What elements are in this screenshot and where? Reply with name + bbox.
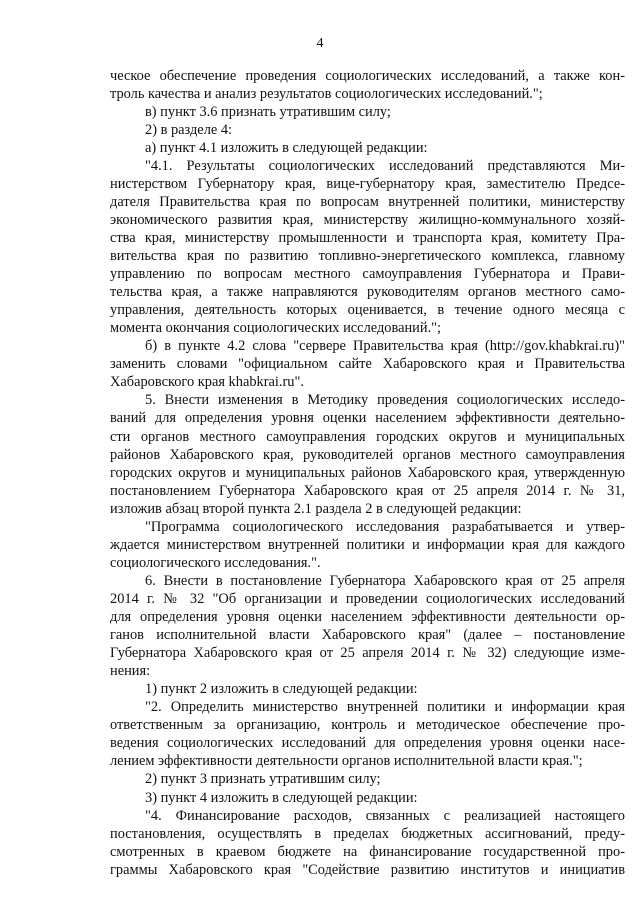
text-line: ства края, министерству промышленности и транспорта края, комитету Пра- bbox=[110, 229, 625, 246]
text-line: в) пункт 3.6 признать утратившим силу; bbox=[145, 103, 391, 120]
text-line: нения: bbox=[110, 663, 151, 680]
text-line: 3) пункт 4 изложить в следующей редакции: bbox=[145, 789, 418, 806]
text-line: тельства края, а также направляются руководителям органов местного само- bbox=[110, 284, 625, 301]
text-line: управления, деятельность которых оценивается, в течение одного месяца с bbox=[110, 302, 625, 319]
text-line: 2014 г. № 32 "Об организации и проведении социологических исследований bbox=[110, 590, 625, 607]
text-line: 2) пункт 3 признать утратившим силу; bbox=[145, 771, 381, 788]
text-line: "4.1. Результаты социологических исследований представляются Ми- bbox=[145, 157, 625, 174]
text-line: б) в пункте 4.2 слова "сервере Правительства края (http://gov.khabkrai.ru)" bbox=[145, 338, 625, 355]
text-line: а) пункт 4.1 изложить в следующей редакции: bbox=[145, 139, 428, 156]
page-number: 4 bbox=[316, 36, 324, 51]
text-line: экономического развития края, министерству жилищно-коммунального хозяй- bbox=[110, 211, 625, 228]
text-line: заменить словами "официальном сайте Хабаровского края и Правительства bbox=[110, 356, 625, 373]
text-line: городских округов и муниципальных районов Хабаровского края, утвержденную bbox=[110, 464, 625, 481]
text-line: сти органов местного самоуправления городских округов и муниципальных bbox=[110, 428, 625, 445]
text-line: троль качества и анализ результатов социологических исследований."; bbox=[110, 85, 543, 102]
text-line: районов Хабаровского края, руководителей органов местного самоуправления bbox=[110, 446, 625, 463]
text-line: ганов исполнительной власти Хабаровского края" (далее – постановление bbox=[110, 627, 625, 644]
text-line: изложив абзац второй пункта 2.1 раздела 2 в следующей редакции: bbox=[110, 500, 522, 517]
text-line: 1) пункт 2 изложить в следующей редакции: bbox=[145, 681, 418, 698]
text-line: постановлением Губернатора Хабаровского края от 25 апреля 2014 г. № 31, bbox=[110, 482, 625, 499]
text-line: Губернатора Хабаровского края от 25 апреля 2014 г. № 32) следующие изме- bbox=[110, 645, 625, 662]
text-line: ответственным за организацию, контроль и методическое обеспечение про- bbox=[110, 717, 625, 734]
text-line: социологического исследования.". bbox=[110, 554, 321, 571]
text-line: ческое обеспечение проведения социологических исследований, а также кон- bbox=[110, 67, 625, 84]
text-line: ждается министерством внутренней политики и информации края для каждого bbox=[110, 536, 625, 553]
text-line: Хабаровского края khabkrai.ru". bbox=[110, 374, 304, 391]
text-line: 6. Внести в постановление Губернатора Хабаровского края от 25 апреля bbox=[145, 572, 625, 589]
text-line: лением эффективности деятельности органов исполнительной власти края."; bbox=[110, 753, 583, 770]
text-line: нистерством Губернатору края, вице-губернатору края, заместителю Предсе- bbox=[110, 175, 625, 192]
text-line: ведения социологических исследований для определения уровня оценки насе- bbox=[110, 735, 625, 752]
text-line: "4. Финансирование расходов, связанных с реализацией настоящего bbox=[145, 807, 625, 824]
text-line: момента окончания социологических исследований."; bbox=[110, 320, 442, 337]
text-line: постановления, осуществлять в пределах бюджетных ассигнований, преду- bbox=[110, 825, 625, 842]
text-line: вительства края по развитию топливно-энергетического комплекса, главному bbox=[110, 248, 625, 264]
text-line: "Программа социологического исследования разрабатывается и утвер- bbox=[145, 518, 625, 535]
text-line: "2. Определить министерство внутренней политики и информации края bbox=[145, 699, 625, 716]
text-line: управлению по вопросам местного самоуправления Губернатора и Прави- bbox=[110, 266, 625, 283]
text-line: для определения уровня оценки населением эффективности деятельности ор- bbox=[110, 609, 625, 625]
text-line: ваний для определения уровня оценки населением эффективности деятельно- bbox=[110, 410, 625, 427]
text-line: дателя Правительства края по вопросам внутренней политики, министерству bbox=[110, 193, 625, 210]
text-line: смотренных в краевом бюджете на финансирование государственной про- bbox=[110, 843, 625, 860]
text-line: граммы Хабаровского края "Содействие развитию институтов и инициатив bbox=[110, 861, 625, 878]
text-line: 2) в разделе 4: bbox=[145, 121, 233, 138]
text-line: 5. Внести изменения в Методику проведения социологических исследо- bbox=[145, 392, 625, 409]
